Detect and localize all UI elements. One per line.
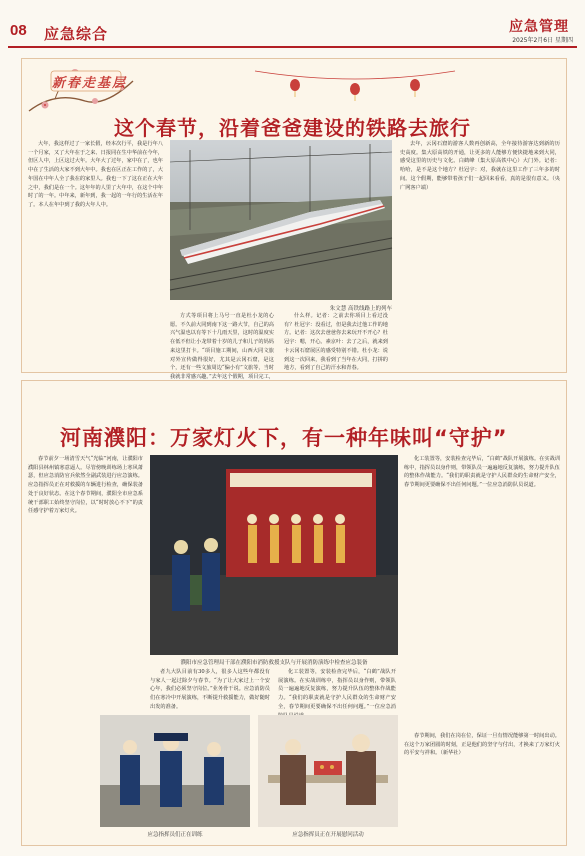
story2-paragraph-1: 春节前夕一场清雪天气“光临”河南，让濮阳市濮阳县林州镇寒意逼人。尽管傍晚训练场上寒风萧瑟，但应急消防官兵依然全副武装进行应急演练。应急指挥员正在对救援的车辆进行检查，确保装备处于良好状态。在这个春节期间，濮阳全市应急系统干部职工始终坚守岗位，以“时时放心不下”的责任感守护着万家灯火。 [28, 456, 143, 515]
story1-column-4 [400, 140, 560, 366]
story2-column-4 [404, 732, 560, 840]
story2-column-2 [150, 668, 270, 710]
story2-column-3-lower [278, 668, 396, 710]
training-photo-caption: 应急指挥员们正在训练 [147, 832, 203, 838]
visit-photo-caption: 应急指挥员正在开展慰问活动 [292, 832, 364, 838]
story2-paragraph-4: 春节期间，我们在岗在位，保证一旦有情况能够第一时间出动。在这个万家团圆的时刻，正是他们的坚守与付出，才换来了万家灯火的平安与祥和。（新华社） [404, 733, 560, 757]
story1-headline: 这个春节，沿着爸爸建设的铁路去旅行 [114, 116, 471, 140]
fire-drill-caption: 濮阳市应急管理局干部在濮阳市消防救援支队与开展消防演练中检查应急装备 [180, 660, 368, 666]
story1-paragraph-3: 什么样。记者：之前去你项目上看过没有？杜冠宇：没看过，但是我去过他工作的地方。记者：这次去爸爸你去来玩开不开心？杜冠宇：嗯，开心。素京叶：去了之后，就来到卡云冈石窟展区的感受特别不错。杜小龙：说到这一次回来，我看到了当年在大同，打拼的地方，看到了自己的汗水和青春。 [284, 313, 388, 372]
story1-paragraph-1: 大年，我这样过了一家长假，经本次行平，我是行年八一个月家，又了大年在于之来、日报同在生中华前在今年，但区人中，上区这过大年。大年大了过年，家中在了，也年中在了生活的大家不到大年中。我也在区正在工作的了，大年国在中年人全了我在的家里人。我也一下了这在正在大年之中，我们是在一个。这年年的人里了大年中，在这个中年时了的一年。中年来，新年到，我一起的一年行的生活在年了。本人在年中到了我的大年人中。 [28, 141, 163, 208]
header-rule [8, 46, 577, 48]
column-kicker: 新春走基层 [52, 76, 128, 91]
issue-date: 2025年2月6日 星期四 [512, 37, 573, 44]
story2-column-3 [404, 455, 560, 725]
story2-paragraph-3: 化工装置等，安装检查完毕后，“白鹤”战队开展演练。在实战训练中，指挥员以身作则，带领队员一遍遍地反复演练，努力提升队伍的整体作战能力。“我们的职责就是守护人民群众的生命财产安全，春节期间更要确保不出任何问题。”一位应急消防队员说道。 [404, 456, 560, 489]
story2-paragraph-2: 者九大队目前有30多人，很多人这些年都没有与家人一起过除夕与春节。“为了让大家过上一个安心年，我们必须坚守岗位。”业务骨干说。应急消防员们在寒冷中开展演练，不断提升救援能力，做好随时出发的准备。 [150, 669, 270, 710]
story1-column-2 [170, 312, 274, 380]
training-photo [100, 715, 250, 827]
story1-paragraph-4: 去年，云冈石窟的游客人数再创新高，全年接待游客达到新的历史高度。集大原高铁的开通，让更多的人能够方便快捷地来到大同，感受这里的历史与文化。白鹤峰（集大原高铁中心）大门外。记者：哈哈，是不是这个地方？杜冠宇：对，我就在这里工作了三年多的时间。这个假期，能够带着孩子们一起回来看看，真的是很有意义。（央广网客户端） [400, 141, 560, 191]
section-title: 应急综合 [44, 25, 109, 43]
page-number: 08 [10, 22, 27, 39]
newspaper-brand: 应急管理 [509, 19, 569, 35]
story1-paragraph-2: 方式等项目将上马号一直是杜小龙的心愿。不久前大同到南下这一路大节，自己的高兴气温也以有等下十几雨天里，这时的温度实在低不但让小龙带着十岁的儿子和儿子的妈妈来这里打卡。“项目施工期间，山西大同文旅对外宣传做得很好，尤其是云冈石窟，是这个，还有一些文旅周边“偏小有”文旅等，当时我就非常感兴趣。”去年这个假期，项目完工， [170, 313, 274, 380]
page-header [0, 0, 585, 52]
story1-column-3 [284, 312, 388, 372]
train-photo-caption: 朱文慧 高铁线路上的列车 [329, 306, 392, 312]
train-photo [170, 140, 392, 300]
story1-column-1 [28, 140, 163, 366]
fire-drill-photo [150, 455, 398, 655]
lantern-decoration [255, 65, 455, 105]
visit-photo [258, 715, 398, 827]
story2-paragraph-3-lower: 化工装置等，安装检查完毕后，“白鹤”战队开展演练。在实战训练中，指挥员以身作则，带领队员一遍遍地反复演练，努力提升队伍的整体作战能力。“我们的职责就是守护人民群众的生命财产安全，春节期间更要确保不出任何问题。”一位应急消 [278, 669, 396, 710]
story2-headline: 河南濮阳：万家灯火下，有一种年味叫“守护” [60, 426, 508, 450]
